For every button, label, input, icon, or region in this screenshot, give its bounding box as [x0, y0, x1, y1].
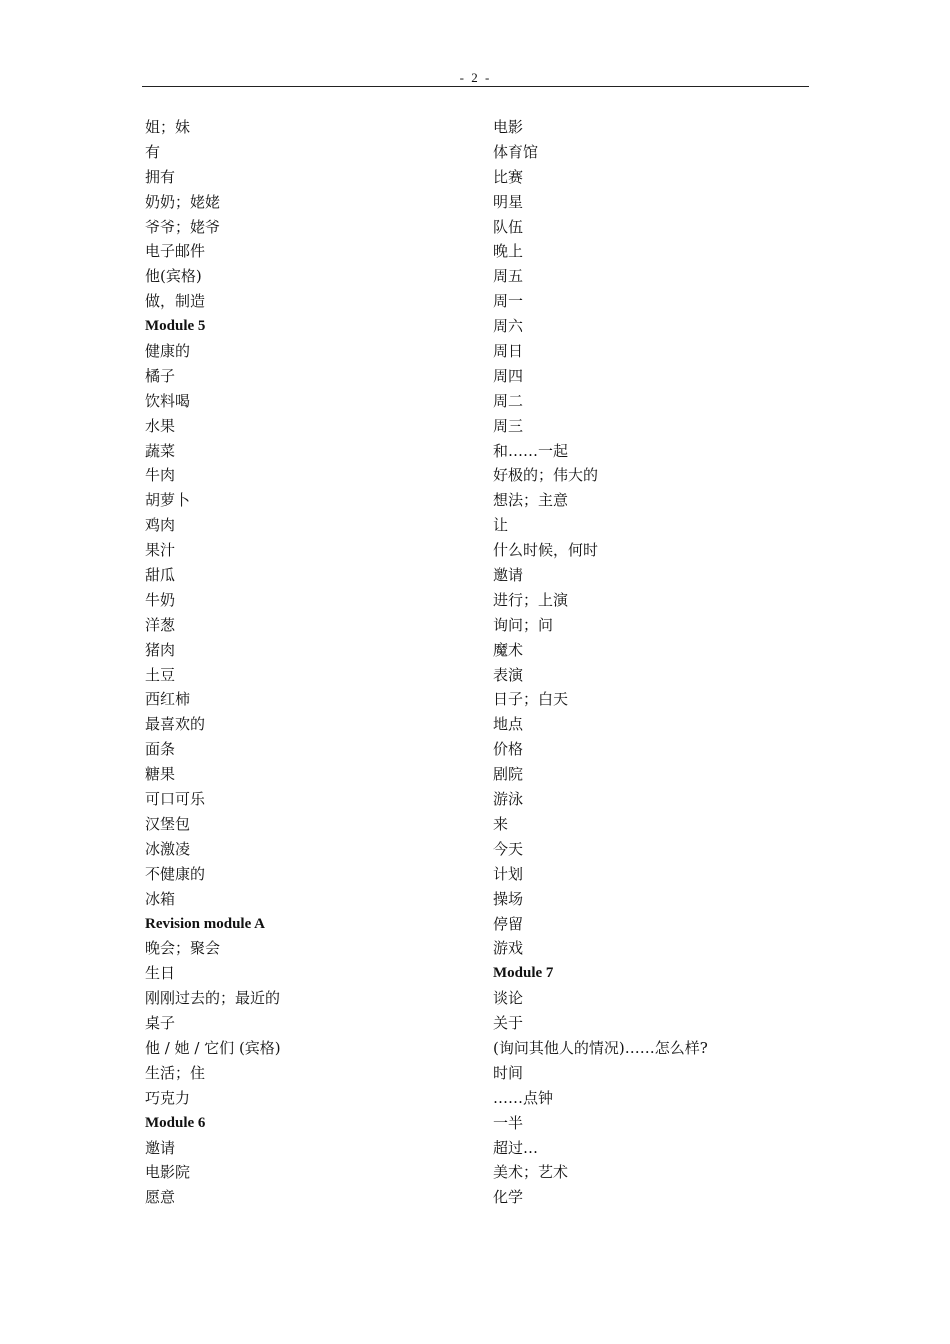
vocabulary-entry: 邀请: [493, 566, 524, 585]
vocabulary-entry: 牛肉: [145, 466, 176, 485]
right-vocabulary-column: [493, 115, 833, 1210]
vocabulary-entry: 谈论: [493, 989, 524, 1008]
vocabulary-entry: 面条: [145, 740, 176, 759]
vocabulary-entry: 甜瓜: [145, 566, 176, 585]
vocabulary-entry: 周五: [493, 267, 524, 286]
vocabulary-entry: 桌子: [145, 1014, 176, 1033]
vocabulary-entry: 蔬菜: [145, 441, 176, 460]
vocabulary-entry: 一半: [493, 1113, 524, 1132]
vocabulary-entry: 游戏: [493, 939, 524, 958]
vocabulary-entry: 周二: [493, 391, 524, 410]
vocabulary-entry: 生日: [145, 964, 176, 983]
vocabulary-entry: 周日: [493, 342, 524, 361]
vocabulary-entry: 巧克力: [145, 1088, 191, 1107]
vocabulary-entry: 明星: [493, 192, 524, 211]
page-number: - 2 -: [459, 70, 492, 85]
vocabulary-entry: 橘子: [145, 366, 176, 385]
vocabulary-entry: 爷爷；姥爷: [145, 217, 221, 236]
left-vocabulary-column: [145, 115, 485, 1210]
vocabulary-entry: 价格: [493, 740, 524, 759]
vocabulary-entry: 来: [493, 814, 509, 833]
vocabulary-entry: 想法；主意: [493, 491, 569, 510]
vocabulary-entry: 化学: [493, 1188, 524, 1207]
vocabulary-entry: 什么时候，何时: [493, 541, 599, 560]
vocabulary-entry: 饮料喝: [145, 391, 191, 410]
vocabulary-entry: 刚刚过去的；最近的: [145, 989, 281, 1008]
vocabulary-entry: 停留: [493, 914, 524, 933]
vocabulary-entry: 表演: [493, 665, 524, 684]
vocabulary-entry: (询问其他人的情况)……怎么样?: [493, 1038, 708, 1057]
vocabulary-entry: 超过…: [493, 1138, 539, 1157]
header-rule: [142, 86, 809, 87]
vocabulary-entry: 周一: [493, 292, 524, 311]
vocabulary-entry: 冰激凌: [145, 839, 191, 858]
vocabulary-entry: 冰箱: [145, 889, 176, 908]
vocabulary-entry: 做，制造: [145, 292, 206, 311]
vocabulary-entry: ……点钟: [493, 1088, 554, 1107]
module-heading: Revision module A: [145, 915, 266, 932]
vocabulary-entry: 今天: [493, 839, 524, 858]
vocabulary-entry: 糖果: [145, 765, 176, 784]
vocabulary-entry: 姐；妹: [145, 118, 191, 136]
vocabulary-entry: 晚会；聚会: [145, 939, 221, 958]
vocabulary-entry: 拥有: [145, 167, 176, 186]
vocabulary-entry: 他 / 她 / 它们 (宾格): [145, 1038, 281, 1057]
vocabulary-entry: 队伍: [493, 217, 524, 236]
vocabulary-entry: 关于: [493, 1014, 524, 1033]
vocabulary-entry: 健康的: [145, 342, 191, 361]
vocabulary-entry: 美术；艺术: [493, 1163, 569, 1182]
vocabulary-entry: 时间: [493, 1063, 524, 1082]
vocabulary-entry: 猪肉: [145, 640, 176, 659]
vocabulary-entry: 体育馆: [493, 142, 539, 161]
module-heading: Module 6: [145, 1114, 206, 1131]
vocabulary-entry: 进行；上演: [493, 590, 569, 609]
vocabulary-entry: 洋葱: [145, 615, 176, 634]
vocabulary-entry: 地点: [493, 715, 524, 734]
vocabulary-entry: 周六: [493, 317, 524, 336]
vocabulary-entry: 电影: [493, 118, 524, 136]
vocabulary-entry: 果汁: [145, 541, 176, 560]
vocabulary-entry: 牛奶: [145, 590, 176, 609]
vocabulary-entry: 计划: [493, 864, 524, 883]
page-header: [142, 68, 809, 88]
vocabulary-entry: 不健康的: [145, 864, 206, 883]
vocabulary-entry: 胡萝卜: [145, 491, 191, 510]
vocabulary-entry: 奶奶；姥姥: [145, 192, 221, 211]
vocabulary-entry: 可口可乐: [145, 790, 206, 809]
module-heading: Module 5: [145, 318, 206, 335]
vocabulary-entry: 和……一起: [493, 441, 569, 460]
vocabulary-entry: 操场: [493, 889, 524, 908]
vocabulary-entry: 水果: [145, 416, 176, 435]
vocabulary-entry: 剧院: [493, 765, 524, 784]
vocabulary-entry: 电子邮件: [145, 242, 206, 261]
vocabulary-entry: 生活；住: [145, 1063, 206, 1082]
vocabulary-entry: 他(宾格): [145, 267, 202, 286]
vocabulary-entry: 电影院: [145, 1163, 191, 1182]
vocabulary-entry: 周四: [493, 366, 524, 385]
vocabulary-entry: 魔术: [493, 640, 524, 659]
vocabulary-entry: 土豆: [145, 665, 176, 684]
vocabulary-entry: 让: [493, 516, 509, 535]
vocabulary-entry: 比赛: [493, 167, 524, 186]
vocabulary-entry: 晚上: [493, 242, 524, 261]
vocabulary-entry: 日子；白天: [493, 690, 569, 709]
vocabulary-entry: 邀请: [145, 1138, 176, 1157]
vocabulary-entry: 汉堡包: [145, 814, 191, 833]
vocabulary-entry: 询问；问: [493, 615, 554, 634]
vocabulary-entry: 好极的；伟大的: [493, 466, 599, 485]
vocabulary-entry: 最喜欢的: [145, 715, 206, 734]
vocabulary-entry: 游泳: [493, 790, 524, 809]
vocabulary-entry: 鸡肉: [145, 516, 176, 535]
vocabulary-entry: 西红柿: [145, 690, 191, 709]
vocabulary-entry: 周三: [493, 416, 524, 435]
module-heading: Module 7: [493, 965, 554, 982]
vocabulary-entry: 愿意: [145, 1188, 176, 1207]
vocabulary-entry: 有: [145, 142, 161, 161]
